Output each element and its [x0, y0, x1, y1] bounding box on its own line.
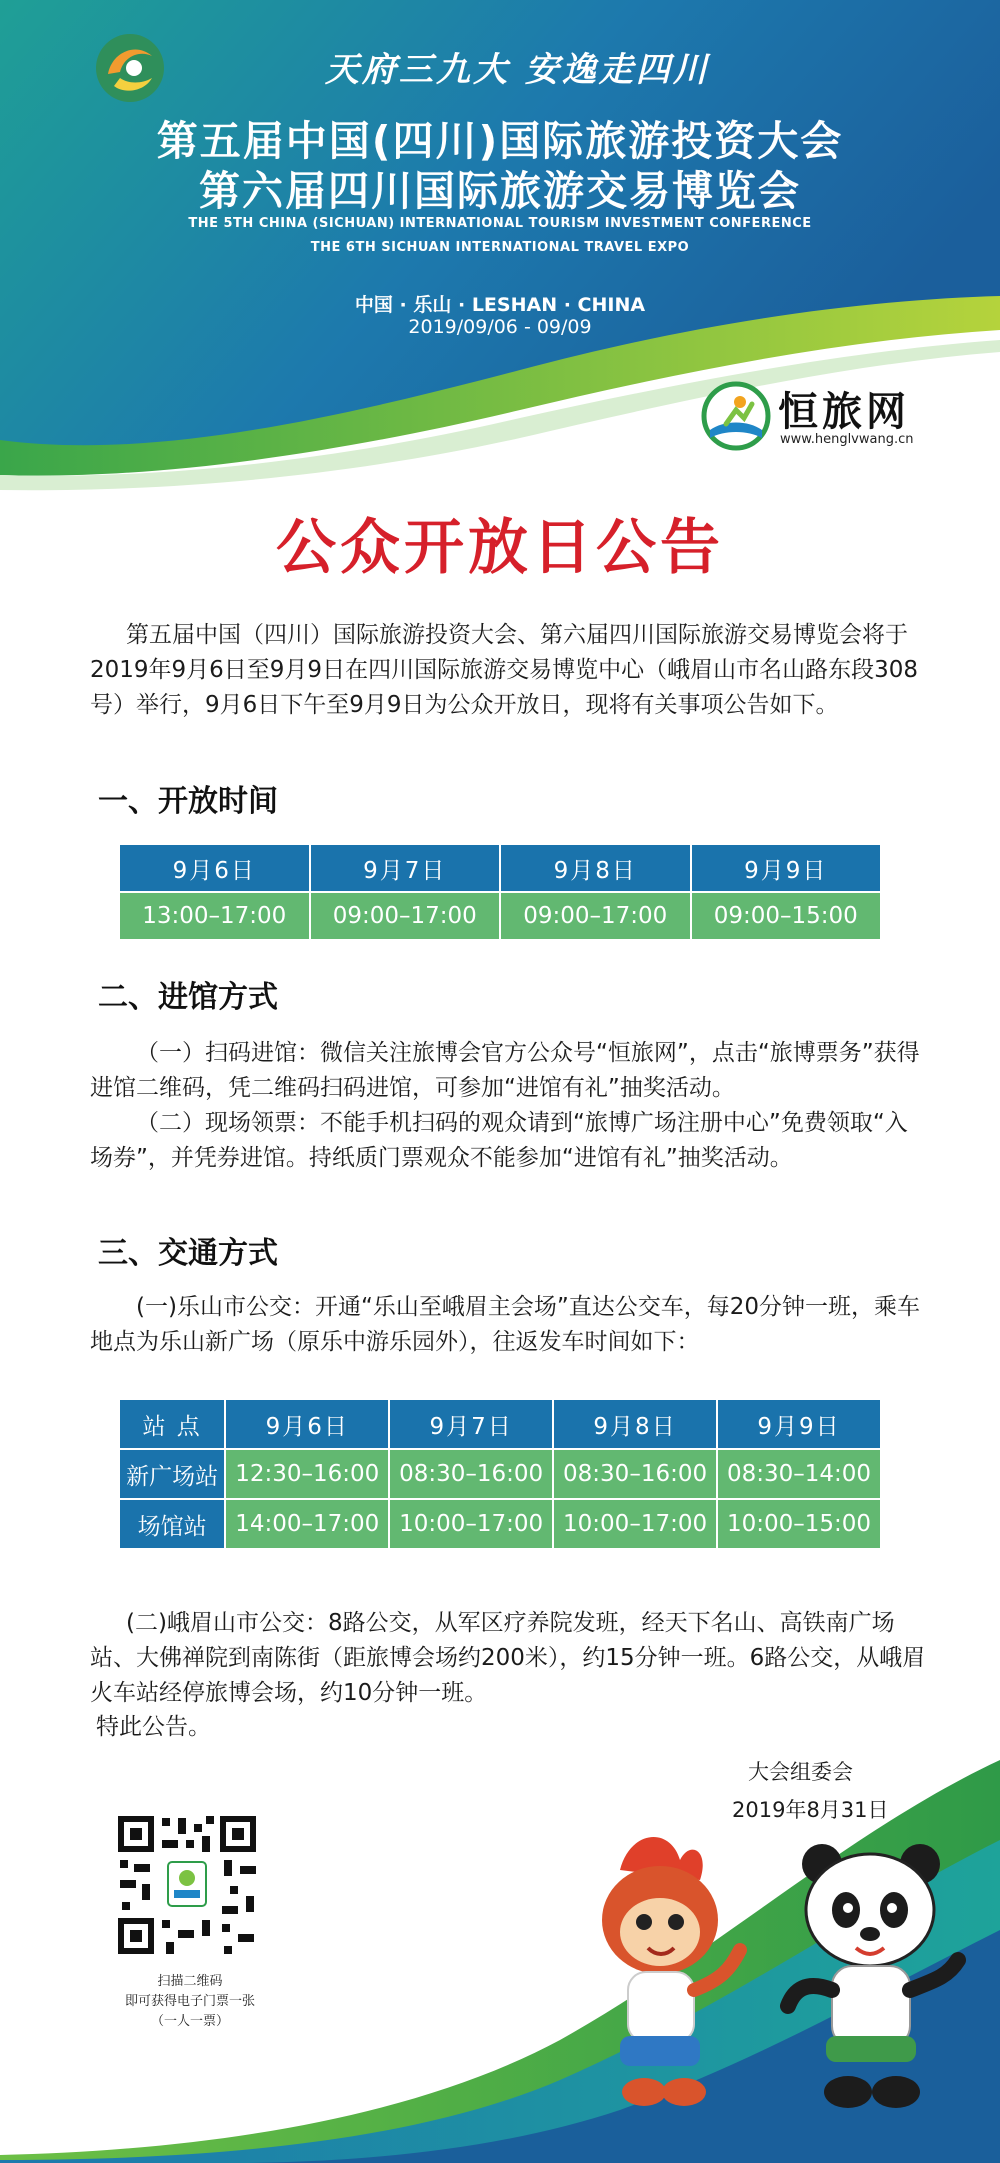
bus-stop-cell: 新广场站 [119, 1449, 225, 1499]
bus-header-cell: 9月6日 [225, 1399, 389, 1449]
qr-caption-line2: 即可获得电子门票一张 [124, 1994, 255, 2009]
bus-time-cell: 08:30–16:00 [389, 1449, 553, 1499]
bus-time-cell: 10:00–15:00 [717, 1499, 881, 1549]
table-row [119, 1499, 881, 1549]
bus-stop-cell: 场馆站 [119, 1499, 225, 1549]
bus-time-cell: 10:00–17:00 [553, 1499, 717, 1549]
partner-logo [700, 380, 940, 460]
partner-url: www.henglvwang.cn [780, 432, 914, 447]
entry-ticket-paragraph: （二）现场领票：不能手机扫码的观众请到“旅博广场注册中心”免费领取“入场券”，并凭券进馆。持纸质门票观众不能参加“进馆有礼”抽奖活动。 [90, 1110, 908, 1171]
event-dates: 2019/09/06 - 09/09 [408, 316, 592, 338]
panda-mascot-icon [788, 1844, 958, 2108]
qr-caption-line1: 扫描二维码 [157, 1974, 223, 1989]
section-entry-heading: 二、进馆方式 [98, 980, 278, 1015]
bus-header-cell: 9月8日 [553, 1399, 717, 1449]
notice-title: 公众开放日公告 [276, 513, 724, 583]
open-time-cell: 09:00–15:00 [691, 892, 882, 940]
henglvwang-logo-icon [700, 380, 772, 452]
closing-line: 特此公告。 [96, 1714, 211, 1740]
open-time-cell: 13:00–17:00 [119, 892, 310, 940]
conference-logo-icon [90, 28, 170, 108]
conference-subtitle-line2: THE 6TH SICHUAN INTERNATIONAL TRAVEL EXPO [310, 240, 690, 255]
slogan: 天府三九大 安逸走四川 [325, 50, 710, 90]
bus-header-cell: 9月7日 [389, 1399, 553, 1449]
bus-schedule-header-row [119, 1399, 881, 1449]
section-open-hours-heading: 一、开放时间 [98, 784, 278, 819]
signature-date: 2019年8月31日 [732, 1798, 889, 1822]
conference-title-line1: 第五届中国(四川)国际旅游投资大会 [156, 117, 844, 165]
bus-time-cell: 08:30–14:00 [717, 1449, 881, 1499]
emeishan-bus-paragraph: (二)峨眉山市公交：8路公交，从军区疗养院发班，经天下名山、高铁南广场站、大佛禅院到南陈街（距旅博会场约200米），约15分钟一班。6路公交，从峨眉火车站经停旅博会场，约10分钟一班。 [90, 1610, 926, 1706]
section-transport-heading: 三、交通方式 [98, 1236, 278, 1271]
bus-time-cell: 08:30–16:00 [553, 1449, 717, 1499]
bus-time-cell: 12:30–16:00 [225, 1449, 389, 1499]
event-location: 中国 · 乐山 · LESHAN · CHINA [354, 294, 646, 316]
qr-caption-line3: （一人一票） [150, 2014, 229, 2029]
open-date-cell: 9月8日 [500, 844, 691, 892]
open-date-cell: 9月7日 [310, 844, 501, 892]
table-row [119, 1449, 881, 1499]
bus-header-cell: 9月9日 [717, 1399, 881, 1449]
conference-subtitle-line1: THE 5TH CHINA (SICHUAN) INTERNATIONAL TOURISM INVESTMENT CONFERENCE [188, 216, 812, 231]
entry-scan-paragraph: （一）扫码进馆：微信关注旅博会官方公众号“恒旅网”，点击“旅博票务”获得进馆二维码，凭二维码扫码进馆，可参加“进馆有礼”抽奖活动。 [90, 1040, 920, 1101]
open-date-cell: 9月9日 [691, 844, 882, 892]
open-hours-time-row [119, 892, 881, 940]
qr-code-icon[interactable] [112, 1810, 262, 1960]
bus-header-cell: 站 点 [119, 1399, 225, 1449]
conference-title-line2: 第六届四川国际旅游交易博览会 [199, 167, 801, 215]
open-hours-table [118, 843, 882, 941]
open-time-cell: 09:00–17:00 [500, 892, 691, 940]
partner-name: 恒旅网 [778, 389, 910, 435]
bus-time-cell: 14:00–17:00 [225, 1499, 389, 1549]
notice-intro: 第五届中国（四川）国际旅游投资大会、第六届四川国际旅游交易博览会将于2019年9月6日至9月9日在四川国际旅游交易博览中心（峨眉山市名山路东段308号）举行，9月6日下午至9月9日为公众开放日，现将有关事项公告如下。 [90, 622, 918, 718]
bus-schedule-table [118, 1398, 882, 1550]
signature-organizer: 大会组委会 [748, 1760, 853, 1784]
open-date-cell: 9月6日 [119, 844, 310, 892]
leshan-bus-paragraph: (一)乐山市公交：开通“乐山至峨眉主会场”直达公交车，每20分钟一班，乘车地点为乐山新广场（原乐中游乐园外），往返发车时间如下： [90, 1294, 921, 1355]
bus-time-cell: 10:00–17:00 [389, 1499, 553, 1549]
open-time-cell: 09:00–17:00 [310, 892, 501, 940]
monkey-mascot-icon [602, 1837, 740, 2106]
mascots-illustration [560, 1830, 980, 2150]
open-hours-date-row [119, 844, 881, 892]
